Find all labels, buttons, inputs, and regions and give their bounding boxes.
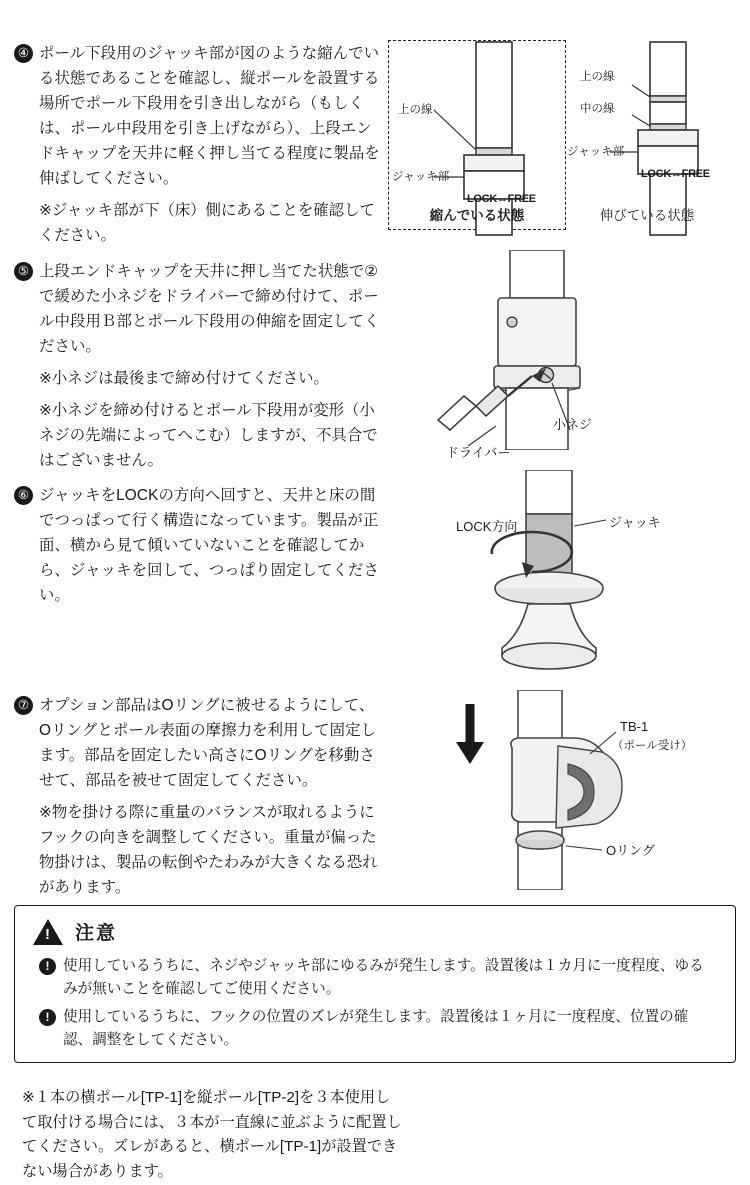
exclamation-icon: ! bbox=[39, 958, 56, 975]
caution-title: 注意 bbox=[75, 923, 118, 944]
exclamation-icon: ! bbox=[39, 1009, 56, 1026]
figure-6-jack-label: ジャッキ bbox=[609, 515, 661, 530]
step-6 bbox=[14, 484, 386, 609]
caution-item-text: 使用しているうちに、フックの位置のズレが発生します。設置後は１ヶ月に一度程度、位置の確認、調整をしてください。 bbox=[63, 1009, 689, 1048]
footer-note: ※１本の横ポール[TP-1]を縦ポール[TP-2]を３本使用して取付ける場合には、３本が一直線に並ぶように配置してください。ズレがあると、横ポール[TP-1]が設置できない場合があります。 bbox=[22, 1089, 402, 1180]
figure-4-left-jack-label: ジャッキ部 bbox=[392, 171, 450, 183]
caution-list bbox=[15, 945, 735, 1051]
caution-item bbox=[39, 1006, 713, 1051]
step-6-number: ⑥ bbox=[14, 486, 33, 505]
figure-4-right-lockfree-label: LOCK↔FREE bbox=[641, 168, 710, 180]
step-5-note-2: ※小ネジを締め付けるとポール下段用が変形（小ネジの先端によってへこむ）しますが、不具合ではございません。 bbox=[39, 401, 378, 469]
step-4-note-1: ※ジャッキ部が下（床）側にあることを確認してください。 bbox=[39, 201, 375, 244]
step-5-number: ⑤ bbox=[14, 262, 33, 281]
step-5-note-1: ※小ネジは最後まで締め付けてください。 bbox=[39, 369, 329, 387]
figure-6-lock-direction-label: LOCK方向 bbox=[456, 519, 518, 534]
step-6-text: ジャッキをLOCKの方向へ回すと、天井と床の間でつっぱって行く構造になっています。製品が正面、横から見て傾いていないことを確認してから、ジャッキを回して、つっぱり固定してください。 bbox=[39, 487, 380, 604]
caution-header bbox=[15, 906, 735, 945]
step-5-text: 上段エンドキャップを天井に押し当てた状態で②で緩めた小ネジをドライバーで締め付けて、ポール中段用Ｂ部とポール下段用の伸縮を固定してください。 bbox=[39, 263, 380, 355]
figure-7-illustration bbox=[440, 690, 740, 890]
step-5 bbox=[14, 260, 386, 474]
caution-box bbox=[14, 905, 736, 1063]
caution-item bbox=[39, 955, 713, 1000]
warning-triangle-icon bbox=[33, 919, 63, 945]
step-7-note-1: ※物を掛ける際に重量のバランスが取れるようにフックの向きを調整してください。重量が偏った物掛けは、製品の転倒やたわみが大きくなる恐れがあります。 bbox=[39, 803, 378, 896]
caution-item-text: 使用しているうちに、ネジやジャッキ部にゆるみが発生します。設置後は１カ月に一度程度、ゆるみが無いことを確認してご使用ください。 bbox=[63, 958, 704, 997]
figure-4-left-caption: 縮んでいる状態 bbox=[429, 208, 525, 223]
figure-4-left-upper-line-label: 上の線 bbox=[398, 104, 433, 116]
figure-4-right-upper-line-label: 上の線 bbox=[580, 71, 615, 83]
step-7 bbox=[14, 694, 386, 901]
figure-5-screw-label: 小ネジ bbox=[553, 417, 593, 432]
step-7-number: ⑦ bbox=[14, 696, 33, 715]
step-4-text: ポール下段用のジャッキ部が図のような縮んでいる状態であることを確認し、縦ポールを設置する場所でポール下段用を引き出しながら（もしくは、ポール中段用を引き上げながら）、上段エンドキャップを天井に軽く押し当てる程度に製品を伸ばしてください。 bbox=[39, 45, 380, 187]
step-7-text: オプション部品はOリングに被せるようにして、Oリングとポール表面の摩擦力を利用して固定します。部品を固定したい高さにOリングを移動させて、部品を被せて固定してください。 bbox=[39, 697, 377, 789]
figure-4-right-caption: 伸びている状態 bbox=[599, 208, 695, 223]
step-4 bbox=[14, 42, 386, 249]
figure-7-oring-label: Oリング bbox=[606, 843, 655, 858]
figure-6-illustration bbox=[430, 470, 730, 685]
step-4-number: ④ bbox=[14, 44, 33, 63]
figure-4-right-middle-line-label: 中の線 bbox=[580, 103, 615, 115]
figure-4-left-lockfree-label: LOCK↔FREE bbox=[467, 193, 536, 205]
figure-7-part-sub-label: （ポール受け） bbox=[612, 740, 693, 752]
figure-5-driver-label: ドライバー bbox=[446, 445, 511, 460]
figure-4-right-jack-label: ジャッキ部 bbox=[567, 146, 625, 158]
figure-7-part-name-label: TB-1 bbox=[620, 719, 649, 734]
